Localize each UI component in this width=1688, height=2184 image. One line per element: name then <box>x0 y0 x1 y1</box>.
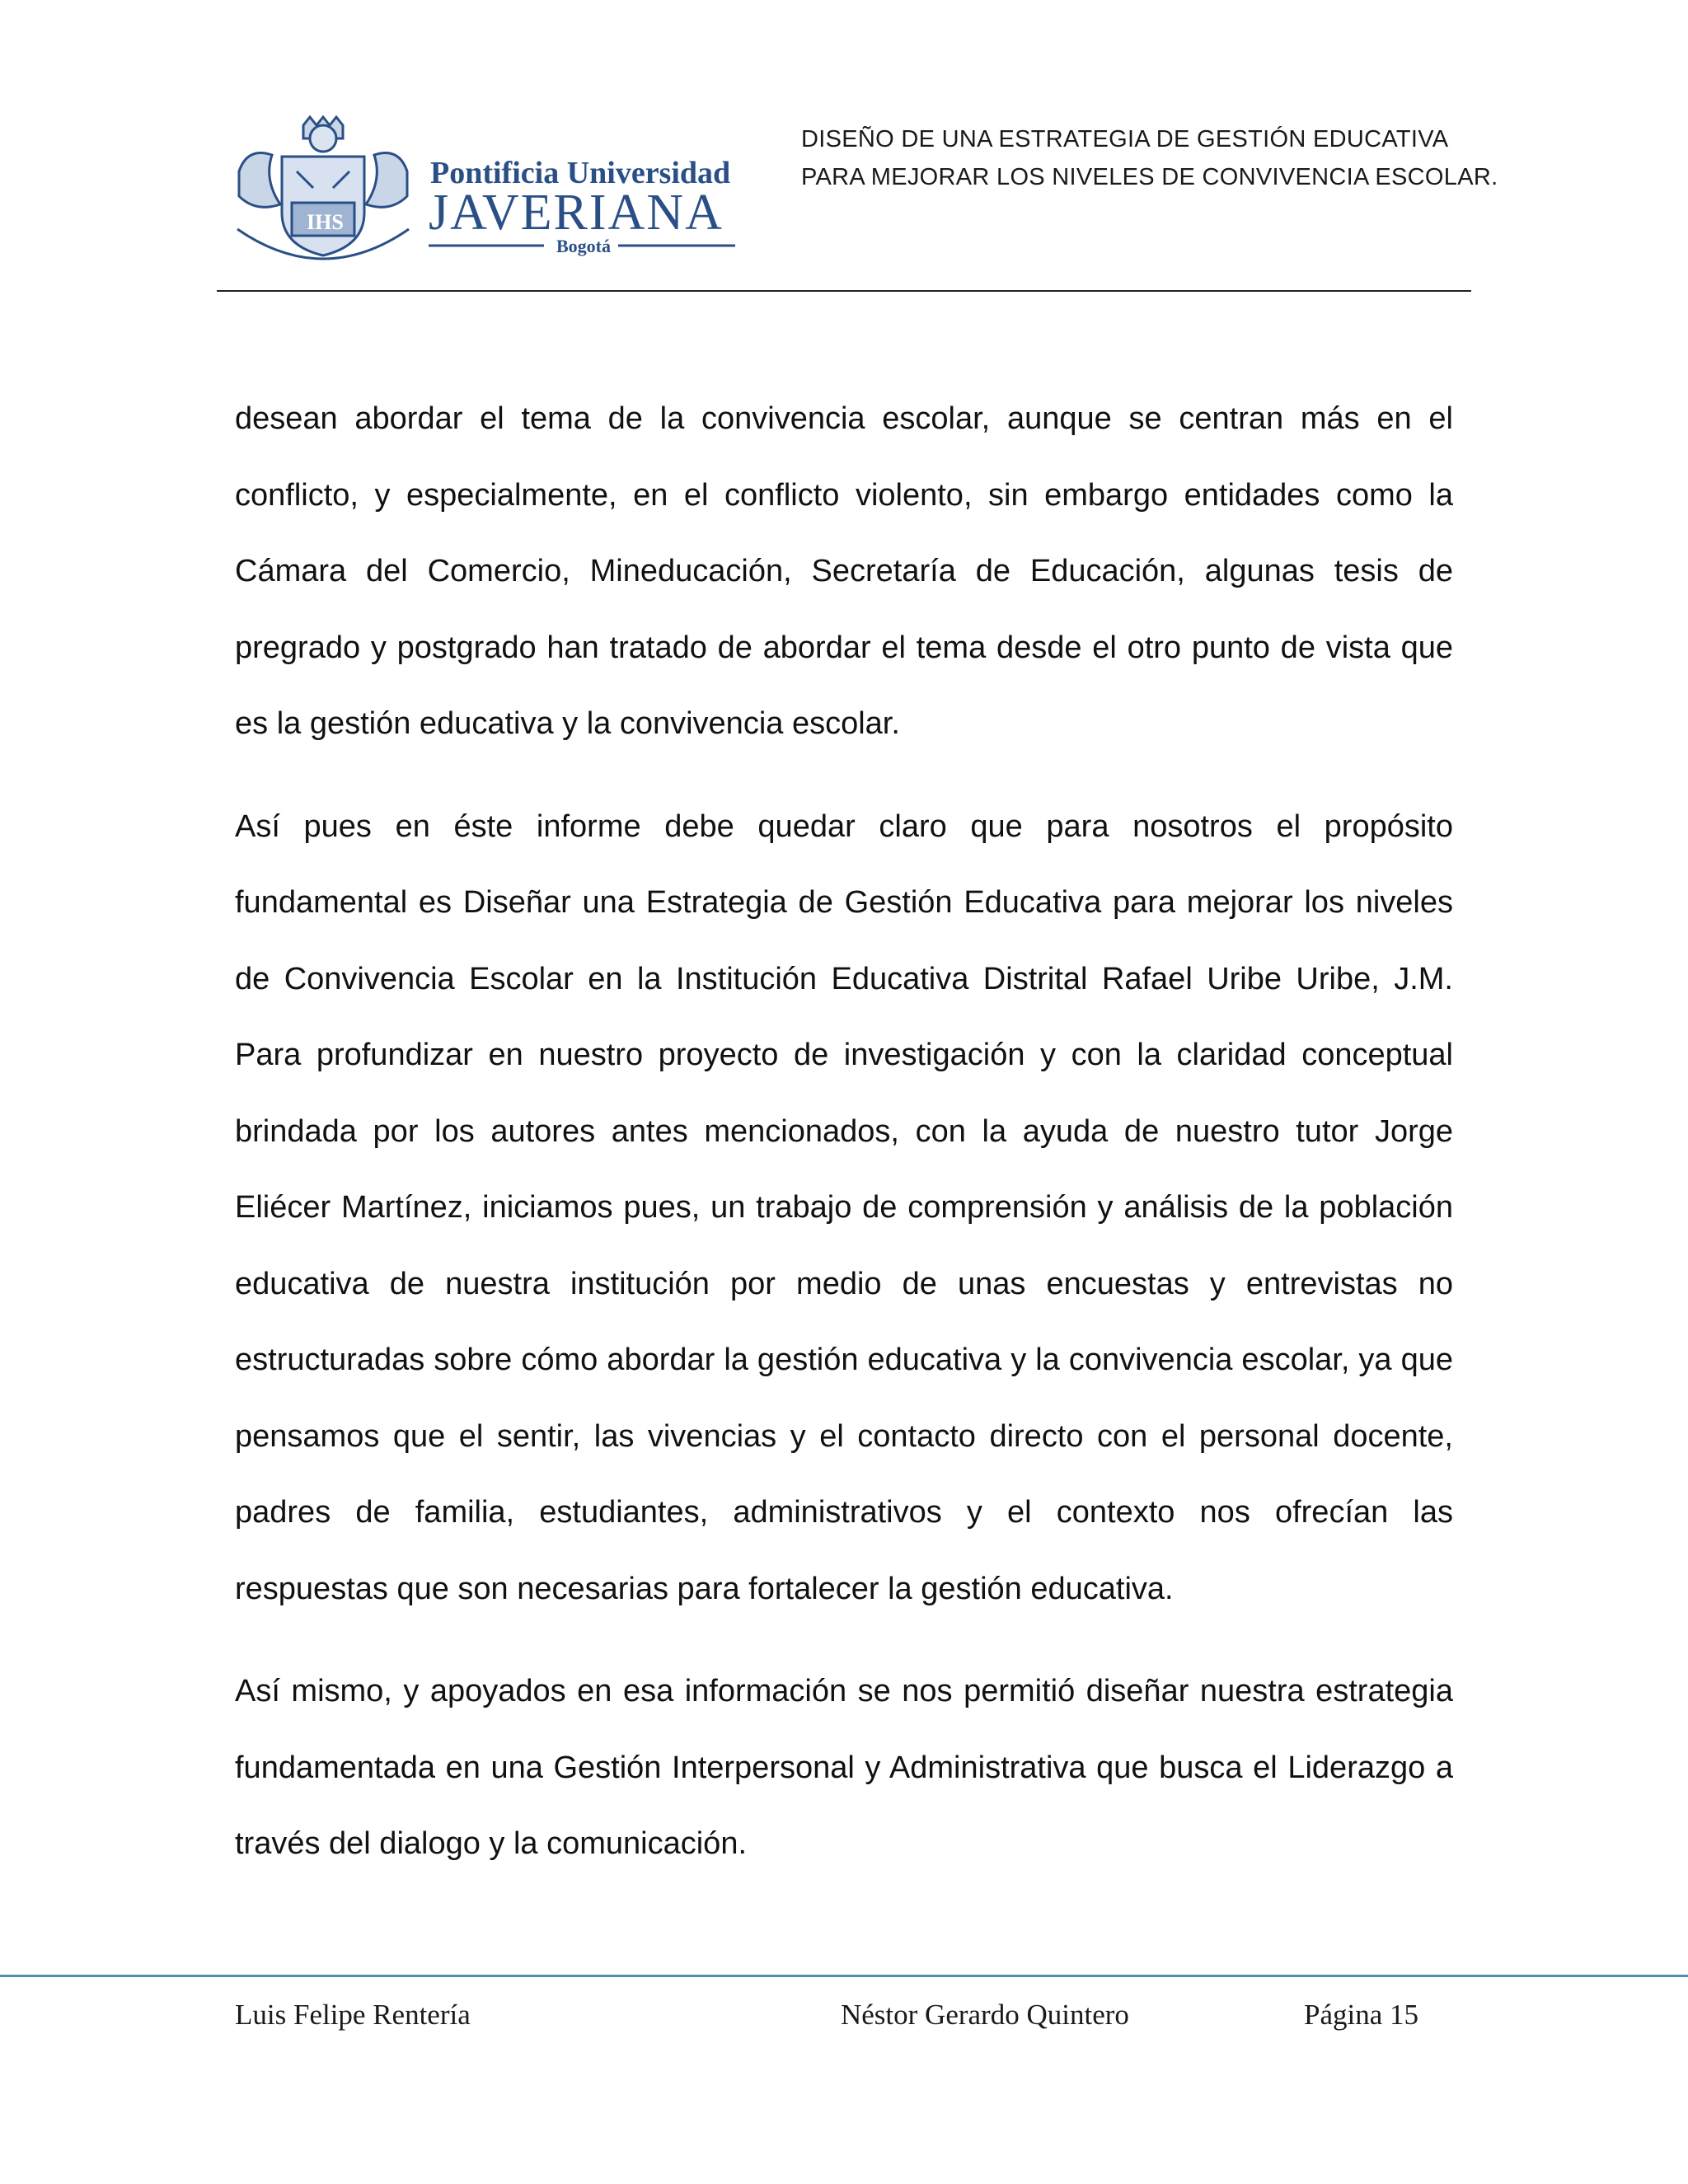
header-divider <box>217 290 1471 292</box>
header-title-line2: PARA MEJORAR LOS NIVELES DE CONVIVENCIA ESCOLAR. <box>801 164 1498 190</box>
logo-line1: Pontificia Universidad <box>430 156 731 190</box>
logo-line2: JAVERIANA <box>429 185 724 241</box>
footer-author-2: Néstor Gerardo Quintero <box>841 1999 1129 2031</box>
header-title-line1: DISEÑO DE UNA ESTRATEGIA DE GESTIÓN EDUCATIVA <box>801 126 1449 152</box>
university-logo <box>231 114 742 262</box>
paragraph: desean abordar el tema de la convivencia escolar, aunque se centran más en el conflicto, y especialmente, en el conflicto violento, sin embargo entidades como la Cámara del Comercio, Mineducación, Secretaría de Educación, algunas tesis de pregrado y postgrado han tratado de abordar el tema desde el otro punto de vista que es la gestión educativa y la convivencia escolar. <box>235 401 1453 741</box>
document-header-title <box>801 120 1543 196</box>
logo-line3: Bogotá <box>556 236 611 256</box>
footer-page-number: Página 15 <box>1304 1999 1419 2031</box>
document-body <box>235 381 1453 1909</box>
paragraph: Así pues en éste informe debe quedar claro que para nosotros el propósito fundamental es Diseñar una Estrategia de Gestión Educativa para mejorar los niveles de Convivencia Escolar en la Institución Educativa Distrital Rafael Uribe Uribe, J.M. Para profundizar en nuestro proyecto de investigación y con la claridad conceptual brindada por los autores antes mencionados, con la ayuda de nuestro tutor Jorge Eliécer Martínez, iniciamos pues, un trabajo de comprensión y análisis de la población educativa de nuestra institución por medio de unas encuestas y entrevistas no estructuradas sobre cómo abordar la gestión educativa y la convivencia escolar, ya que pensamos que el sentir, las vivencias y el contacto directo con el personal docente, padres de familia, estudiantes, administrativos y el contexto nos ofrecían las respuestas que son necesarias para fortalecer la gestión educativa. <box>235 808 1453 1606</box>
crest-icon <box>237 117 409 259</box>
paragraph: Así mismo, y apoyados en esa información se nos permitió diseñar nuestra estrategia fundamentada en una Gestión Interpersonal y Administrativa que busca el Liderazgo a través del dialogo y la comunicación. <box>235 1674 1453 1861</box>
logo-seal: IHS <box>307 210 344 234</box>
footer-author-1: Luis Felipe Rentería <box>235 1999 471 2031</box>
footer-divider <box>0 1975 1688 1977</box>
